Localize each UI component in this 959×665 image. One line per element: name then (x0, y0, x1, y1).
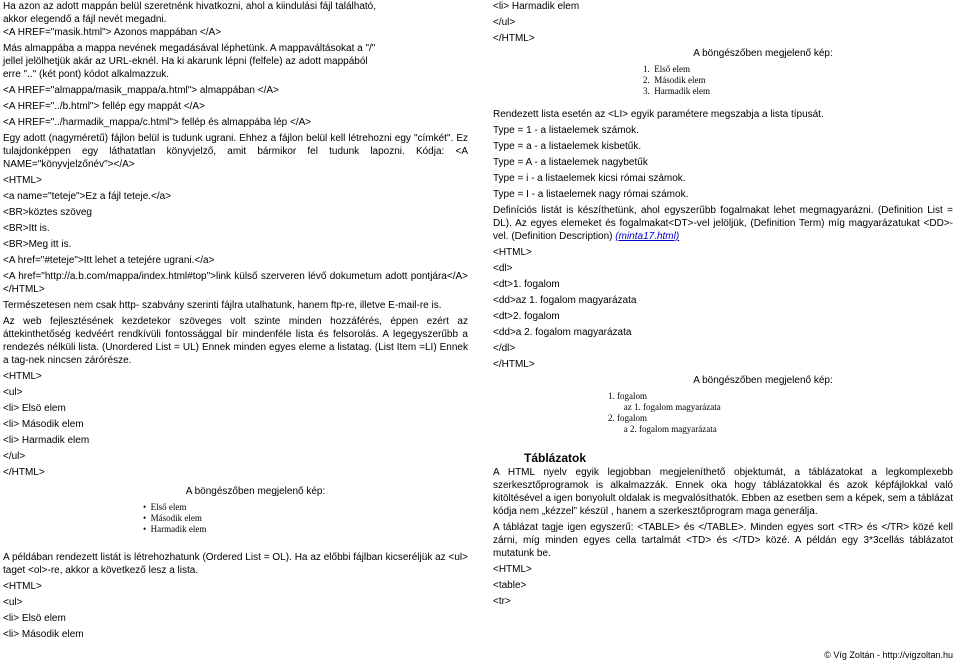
text-line: Más almappába a mappa nevének megadásával léphetünk. A mappaváltásokat a "/" (3, 43, 376, 54)
screenshot-line: 1. fogalom (608, 391, 647, 401)
paragraph-protocols: Természetesen nem csak http- szabvány szerinti fájlra utalhatunk, hanem ftp-re, illetve E-mail-re is. (3, 300, 442, 311)
browser-screenshot-ul (143, 502, 263, 542)
code-line: <table> (493, 580, 527, 591)
text-line: jellel jelölhetjük akár az URL-eknél. Ha ki akarunk lépni (felfele) az adott mappából (3, 56, 368, 67)
code-line: <li> Harmadik elem (493, 1, 580, 12)
left-lines-2 (3, 174, 468, 267)
text-line: <A HREF="masik.html"> Azonos mappában </A> (3, 27, 222, 38)
code-line: <dt>2. fogalom (493, 311, 560, 322)
left-lines-4 (3, 580, 468, 641)
browser-caption: A böngészőben megjelenő kép: (185, 486, 326, 497)
paragraph-link: <A href="http://a.b.com/mappa/index.html#top">link külső szerveren lévő dokumetum adott pontjára</A> </HTML> (3, 271, 468, 295)
code-line: <HTML> (493, 247, 532, 258)
code-line: <li> Második elem (3, 629, 84, 640)
code-line: <li> Harmadik elem (3, 435, 90, 446)
code-line: </ul> (493, 17, 516, 28)
section-title: Táblázatok (524, 451, 587, 465)
code-line: </HTML> (493, 33, 535, 44)
code-line: <HTML> (3, 371, 42, 382)
right-column (493, 0, 953, 608)
text-line: Type = a - a listaelemek kisbetűk. (493, 141, 642, 152)
paragraph-lists: Az web fejlesztésének kezdetekor szöveges volt szinte minden hozzáférés, éppen ezért az áttekinthetőség kedvéért rendkívüli fontossággal bír mindenféle lista és felsorolás. A legegyszerűbb a rendezés nélküli lista. (Unordered List = UL) Ennek minden egyes eleme a listatag. (List Item =LI) Ennek a tag-nek nincsen zárórésze. (3, 316, 468, 366)
left-lines-3 (3, 370, 468, 479)
browser-screenshot-dl (608, 391, 758, 439)
text-line: Type = 1 - a listaelemek számok. (493, 125, 639, 136)
text-line: akkor elegendő a fájl nevét megadni. (3, 14, 167, 25)
screenshot-line: 2. fogalom (608, 413, 647, 423)
browser-caption: A böngészőben megjelenő kép: (693, 48, 833, 59)
code-line: <ul> (3, 597, 23, 608)
paragraph-tables: A HTML nyelv egyik legjobban megjeleníthető objektumát, a táblázatokat a legkomplexebb szerkesztőprogramok is alkalmazzák. Ennek oka hogy táblázatokkal és azok képfájlokkal való kitöltésével a igen bonyolult oldalak is megvalósíthatók. Ebben az esetben sem a képek, sem a táblázat kódja nem „kézzel” készül , hanem a szerkesztőprogram maga generálja. (493, 467, 953, 517)
text-line: Type = A - a listaelemek nagybetűk (493, 157, 648, 168)
browser-caption: A böngészőben megjelenő kép: (693, 375, 833, 386)
screenshot-line: 2. Második elem (643, 75, 706, 85)
text-line: erre ".." (két pont) kódot alkalmazzuk. (3, 69, 170, 80)
code-line: <BR>köztes szöveg (3, 207, 92, 218)
screenshot-line: a 2. fogalom magyarázata (608, 424, 717, 434)
left-lines-1 (3, 0, 468, 129)
code-line: <BR>Itt is. (3, 223, 50, 234)
code-line: <dd>a 2. fogalom magyarázata (493, 327, 632, 338)
screenshot-line: • Első elem (143, 502, 187, 512)
paragraph-definition (493, 204, 953, 243)
screenshot-line: 3. Harmadik elem (643, 86, 710, 96)
code-line: <a name="teteje">Ez a fájl teteje.</a> (3, 191, 172, 202)
left-column (3, 0, 468, 641)
code-line: <dt>1. fogalom (493, 279, 560, 290)
text-line: Type = I - a listaelemek nagy római számok. (493, 189, 689, 200)
code-line: <HTML> (3, 581, 42, 592)
screenshot-line: 1. Első elem (643, 64, 690, 74)
paragraph-ordered: A példában rendezett listát is létrehozhatunk (Ordered List = OL). Ha az előbbi fájlban kicseréljük az <ul> taget <ol>-re, akkor a következő lesz a lista. (3, 552, 468, 576)
code-line: <HTML> (3, 175, 42, 186)
screenshot-line: az 1. fogalom magyarázata (608, 402, 721, 412)
text-line: <A HREF="almappa/masik_mappa/a.html"> almappában </A> (3, 85, 279, 96)
text-line: Ha azon az adott mappán belül szeretnénk hivatkozni, ahol a kiindulási fájl található, (3, 1, 377, 12)
code-line: </ul> (3, 451, 26, 462)
code-line: <ul> (3, 387, 23, 398)
code-line: <dd>az 1. fogalom magyarázata (493, 295, 637, 306)
screenshot-line: • Második elem (143, 513, 202, 523)
text-line: <A HREF="../b.html"> fellép egy mappát </A> (3, 101, 205, 112)
definition-text: Definíciós listát is készíthetünk, ahol egyszerűbb fogalmakat lehet megmagyarázni. (Definition List = DL). Az egyes elemeket és fogalmakat<DT>-vel jelöljük, (Definition Term) míg magyarázatukat <DD>-vel. (Definition Description) (493, 205, 953, 242)
code-line: <dl> (493, 263, 513, 274)
code-line: <li> Elsö elem (3, 403, 66, 414)
example-link[interactable]: (minta17.html) (615, 231, 680, 242)
text-line: Type = i - a listaelemek kicsi római számok. (493, 173, 686, 184)
screenshot-line: • Harmadik elem (143, 524, 207, 534)
code-line: <A href="#teteje">Itt lehet a tetejére ugrani.</a> (3, 255, 215, 266)
code-line: <li> Elsö elem (3, 613, 66, 624)
text-line: Rendezett lista esetén az <LI> egyik paramétere megszabja a lista típusát. (493, 109, 824, 120)
text-line: <A HREF="../harmadik_mappa/c.html"> fellép és almappába lép </A> (3, 117, 312, 128)
code-line: <BR>Meg itt is. (3, 239, 72, 250)
page-footer: © Víg Zoltán - http://vigzoltan.hu (824, 650, 953, 660)
code-line: </HTML> (3, 467, 45, 478)
code-line: <li> Második elem (3, 419, 84, 430)
code-line: </dl> (493, 343, 516, 354)
browser-screenshot-ol (643, 64, 743, 100)
paragraph-table-tags: A táblázat tagje igen egyszerű: <TABLE> és </TABLE>. Minden egyes sort <TR> és </TR> közé kell zárni, míg minden egyes cella tartalmát <TD> és </TD> közé. A példán egy 3*3cellás táblázatot mutatunk be. (493, 522, 953, 559)
code-line: <HTML> (493, 564, 532, 575)
code-line: <tr> (493, 596, 511, 607)
code-line: </HTML> (493, 359, 535, 370)
paragraph-bookmark: Egy adott (nagyméretű) fájlon belül is tudunk ugrani. Ehhez a fájlon belül kell létrehozni egy "címkét". Ez tulajdonképpen egy láthatatlan könyvjelző, amit bármikor fel tudunk lapozni. Kódja: <A NAME="könyvjelzőnév"></A> (3, 133, 468, 170)
